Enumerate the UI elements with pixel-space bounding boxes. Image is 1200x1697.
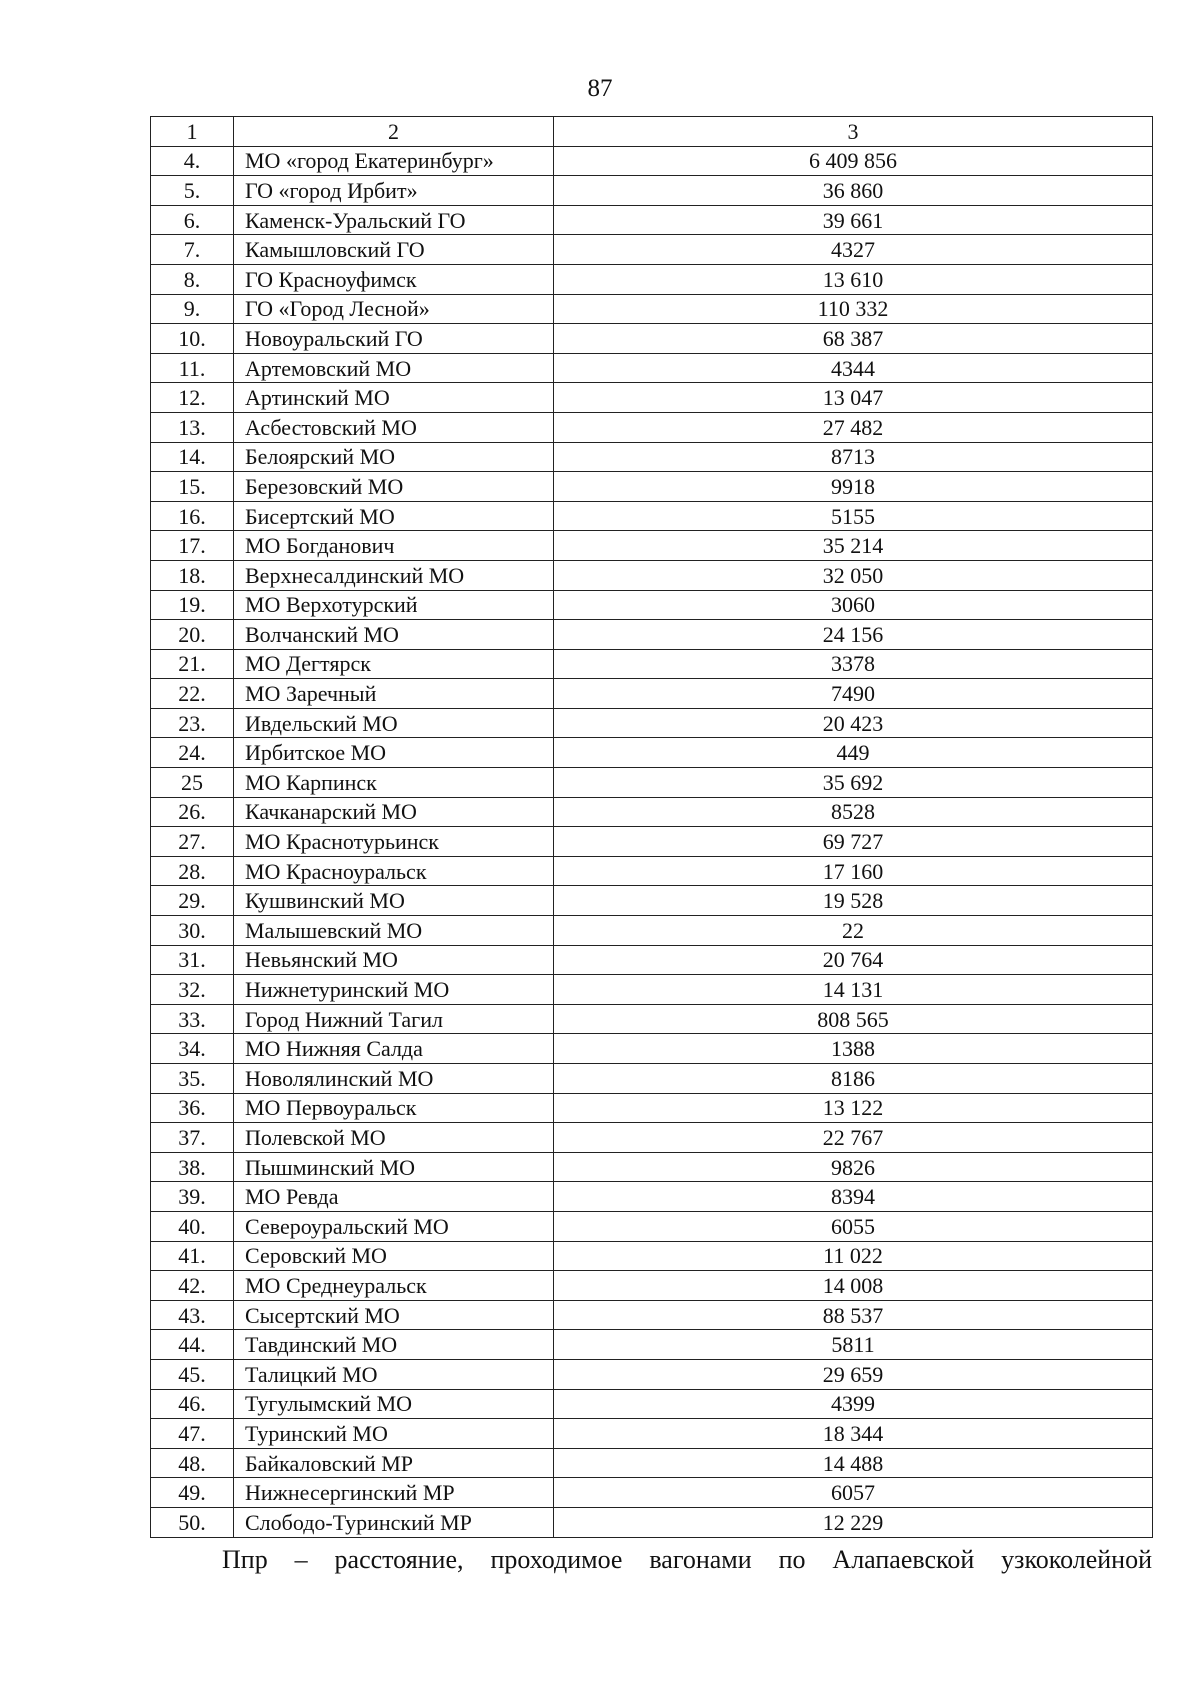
table-row: [151, 1064, 1153, 1094]
municipality-name-cell: Ивдельский МО: [234, 708, 554, 738]
value-cell: 12 229: [554, 1507, 1153, 1537]
municipality-name-cell: МО Первоуральск: [234, 1093, 554, 1123]
row-number-cell: 46.: [151, 1389, 234, 1419]
value-cell: 13 047: [554, 383, 1153, 413]
municipality-name-cell: МО Богданович: [234, 531, 554, 561]
table-row: [151, 1034, 1153, 1064]
table-row: [151, 1507, 1153, 1537]
row-number-cell: 11.: [151, 353, 234, 383]
value-cell: 32 050: [554, 560, 1153, 590]
municipality-name-cell: Верхнесалдинский МО: [234, 560, 554, 590]
municipality-name-cell: Качканарский МО: [234, 797, 554, 827]
row-number-cell: 36.: [151, 1093, 234, 1123]
municipality-name-cell: Бисертский МО: [234, 501, 554, 531]
row-number-cell: 44.: [151, 1330, 234, 1360]
value-cell: 3060: [554, 590, 1153, 620]
table-row: [151, 383, 1153, 413]
municipality-name-cell: Ирбитское МО: [234, 738, 554, 768]
row-number-cell: 6.: [151, 205, 234, 235]
table-row: [151, 412, 1153, 442]
municipality-name-cell: Новолялинский МО: [234, 1064, 554, 1094]
table-row: [151, 945, 1153, 975]
value-cell: 4344: [554, 353, 1153, 383]
row-number-cell: 20.: [151, 620, 234, 650]
value-cell: 9826: [554, 1152, 1153, 1182]
municipality-name-cell: Артемовский МО: [234, 353, 554, 383]
table-row: [151, 1004, 1153, 1034]
value-cell: 808 565: [554, 1004, 1153, 1034]
row-number-cell: 48.: [151, 1448, 234, 1478]
table-row: [151, 797, 1153, 827]
municipality-name-cell: Невьянский МО: [234, 945, 554, 975]
value-cell: 22 767: [554, 1123, 1153, 1153]
value-cell: 11 022: [554, 1241, 1153, 1271]
row-number-cell: 39.: [151, 1182, 234, 1212]
row-number-cell: 40.: [151, 1211, 234, 1241]
row-number-cell: 4.: [151, 146, 234, 176]
municipality-name-cell: Байкаловский МР: [234, 1448, 554, 1478]
header-cell-value: 3: [554, 117, 1153, 147]
municipality-name-cell: Слободо-Туринский МР: [234, 1507, 554, 1537]
table-row: [151, 738, 1153, 768]
municipality-name-cell: ГО «город Ирбит»: [234, 176, 554, 206]
municipality-name-cell: Артинский МО: [234, 383, 554, 413]
table-row: [151, 1478, 1153, 1508]
value-cell: 20 423: [554, 708, 1153, 738]
municipality-name-cell: Североуральский МО: [234, 1211, 554, 1241]
row-number-cell: 9.: [151, 294, 234, 324]
table-row: [151, 768, 1153, 798]
municipality-name-cell: ГО Красноуфимск: [234, 264, 554, 294]
municipality-name-cell: Белоярский МО: [234, 442, 554, 472]
row-number-cell: 29.: [151, 886, 234, 916]
table-row: [151, 235, 1153, 265]
row-number-cell: 18.: [151, 560, 234, 590]
value-cell: 36 860: [554, 176, 1153, 206]
row-number-cell: 35.: [151, 1064, 234, 1094]
value-cell: 3378: [554, 649, 1153, 679]
table-row: [151, 975, 1153, 1005]
value-cell: 110 332: [554, 294, 1153, 324]
table-row: [151, 501, 1153, 531]
row-number-cell: 10.: [151, 324, 234, 354]
row-number-cell: 47.: [151, 1419, 234, 1449]
value-cell: 1388: [554, 1034, 1153, 1064]
table-row: [151, 1152, 1153, 1182]
row-number-cell: 45.: [151, 1359, 234, 1389]
footer-paragraph: Ппр – расстояние, проходимое вагонами по Алапаевской узкоколейной: [222, 1545, 1152, 1574]
value-cell: 8528: [554, 797, 1153, 827]
row-number-cell: 24.: [151, 738, 234, 768]
value-cell: 5155: [554, 501, 1153, 531]
table-row: [151, 294, 1153, 324]
table-row: [151, 1389, 1153, 1419]
row-number-cell: 13.: [151, 412, 234, 442]
value-cell: 14 131: [554, 975, 1153, 1005]
table-row: [151, 1419, 1153, 1449]
municipality-name-cell: Талицкий МО: [234, 1359, 554, 1389]
row-number-cell: 14.: [151, 442, 234, 472]
municipality-name-cell: ГО «Город Лесной»: [234, 294, 554, 324]
value-cell: 9918: [554, 472, 1153, 502]
municipality-name-cell: МО Нижняя Салда: [234, 1034, 554, 1064]
value-cell: 22: [554, 916, 1153, 946]
table-row: [151, 1182, 1153, 1212]
municipality-name-cell: Серовский МО: [234, 1241, 554, 1271]
row-number-cell: 41.: [151, 1241, 234, 1271]
value-cell: 69 727: [554, 827, 1153, 857]
table-row: [151, 324, 1153, 354]
page-number: 87: [587, 75, 613, 102]
municipality-name-cell: Нижнетуринский МО: [234, 975, 554, 1005]
municipality-name-cell: МО Заречный: [234, 679, 554, 709]
value-cell: 4399: [554, 1389, 1153, 1419]
municipality-name-cell: МО Верхотурский: [234, 590, 554, 620]
value-cell: 88 537: [554, 1300, 1153, 1330]
row-number-cell: 37.: [151, 1123, 234, 1153]
municipality-name-cell: МО Карпинск: [234, 768, 554, 798]
table-row: [151, 679, 1153, 709]
municipality-name-cell: Каменск-Уральский ГО: [234, 205, 554, 235]
value-cell: 449: [554, 738, 1153, 768]
table-row: [151, 1211, 1153, 1241]
table-row: [151, 1448, 1153, 1478]
table-row: [151, 590, 1153, 620]
table-row: [151, 1271, 1153, 1301]
value-cell: 5811: [554, 1330, 1153, 1360]
municipality-name-cell: Пышминский МО: [234, 1152, 554, 1182]
value-cell: 8713: [554, 442, 1153, 472]
table-row: [151, 1241, 1153, 1271]
row-number-cell: 31.: [151, 945, 234, 975]
municipality-name-cell: МО Краснотурьинск: [234, 827, 554, 857]
row-number-cell: 16.: [151, 501, 234, 531]
row-number-cell: 33.: [151, 1004, 234, 1034]
value-cell: 14 488: [554, 1448, 1153, 1478]
value-cell: 35 692: [554, 768, 1153, 798]
value-cell: 8186: [554, 1064, 1153, 1094]
row-number-cell: 49.: [151, 1478, 234, 1508]
row-number-cell: 30.: [151, 916, 234, 946]
municipality-name-cell: Малышевский МО: [234, 916, 554, 946]
table-row: [151, 442, 1153, 472]
table-row: [151, 1093, 1153, 1123]
row-number-cell: 26.: [151, 797, 234, 827]
row-number-cell: 32.: [151, 975, 234, 1005]
municipality-name-cell: Туринский МО: [234, 1419, 554, 1449]
table-row: [151, 1359, 1153, 1389]
table-row: [151, 353, 1153, 383]
table-row: [151, 205, 1153, 235]
table-row: [151, 560, 1153, 590]
row-number-cell: 8.: [151, 264, 234, 294]
row-number-cell: 34.: [151, 1034, 234, 1064]
row-number-cell: 42.: [151, 1271, 234, 1301]
header-cell-number: 1: [151, 117, 234, 147]
row-number-cell: 28.: [151, 856, 234, 886]
municipality-name-cell: МО Дегтярск: [234, 649, 554, 679]
row-number-cell: 38.: [151, 1152, 234, 1182]
table-row: [151, 1300, 1153, 1330]
municipality-name-cell: Тавдинский МО: [234, 1330, 554, 1360]
value-cell: 19 528: [554, 886, 1153, 916]
value-cell: 24 156: [554, 620, 1153, 650]
value-cell: 4327: [554, 235, 1153, 265]
row-number-cell: 50.: [151, 1507, 234, 1537]
table-row: [151, 886, 1153, 916]
table-row: [151, 146, 1153, 176]
table-row: [151, 649, 1153, 679]
value-cell: 13 122: [554, 1093, 1153, 1123]
value-cell: 35 214: [554, 531, 1153, 561]
value-cell: 6 409 856: [554, 146, 1153, 176]
value-cell: 17 160: [554, 856, 1153, 886]
row-number-cell: 23.: [151, 708, 234, 738]
municipality-name-cell: Волчанский МО: [234, 620, 554, 650]
municipality-table: [150, 116, 1153, 1538]
table-row: [151, 708, 1153, 738]
row-number-cell: 27.: [151, 827, 234, 857]
value-cell: 6055: [554, 1211, 1153, 1241]
municipality-name-cell: Асбестовский МО: [234, 412, 554, 442]
value-cell: 14 008: [554, 1271, 1153, 1301]
municipality-name-cell: МО Ревда: [234, 1182, 554, 1212]
municipality-name-cell: Новоуральский ГО: [234, 324, 554, 354]
table-row: [151, 472, 1153, 502]
table-row: [151, 620, 1153, 650]
municipality-name-cell: МО Красноуральск: [234, 856, 554, 886]
table-row: [151, 1123, 1153, 1153]
municipality-name-cell: Полевской МО: [234, 1123, 554, 1153]
value-cell: 27 482: [554, 412, 1153, 442]
value-cell: 18 344: [554, 1419, 1153, 1449]
row-number-cell: 22.: [151, 679, 234, 709]
value-cell: 39 661: [554, 205, 1153, 235]
table-row: [151, 264, 1153, 294]
value-cell: 7490: [554, 679, 1153, 709]
row-number-cell: 5.: [151, 176, 234, 206]
value-cell: 13 610: [554, 264, 1153, 294]
municipality-name-cell: Нижнесергинский МР: [234, 1478, 554, 1508]
table-row: [151, 827, 1153, 857]
municipality-name-cell: МО «город Екатеринбург»: [234, 146, 554, 176]
table-body: [151, 117, 1153, 1538]
header-cell-name: 2: [234, 117, 554, 147]
value-cell: 6057: [554, 1478, 1153, 1508]
value-cell: 68 387: [554, 324, 1153, 354]
row-number-cell: 21.: [151, 649, 234, 679]
table-row: [151, 176, 1153, 206]
municipality-name-cell: Город Нижний Тагил: [234, 1004, 554, 1034]
table-row: [151, 1330, 1153, 1360]
table-header-row: [151, 117, 1153, 147]
municipality-name-cell: МО Среднеуральск: [234, 1271, 554, 1301]
value-cell: 29 659: [554, 1359, 1153, 1389]
row-number-cell: 15.: [151, 472, 234, 502]
row-number-cell: 43.: [151, 1300, 234, 1330]
row-number-cell: 12.: [151, 383, 234, 413]
table-row: [151, 531, 1153, 561]
row-number-cell: 17.: [151, 531, 234, 561]
municipality-name-cell: Тугулымский МО: [234, 1389, 554, 1419]
municipality-name-cell: Сысертский МО: [234, 1300, 554, 1330]
row-number-cell: 19.: [151, 590, 234, 620]
municipality-name-cell: Кушвинский МО: [234, 886, 554, 916]
value-cell: 20 764: [554, 945, 1153, 975]
municipality-name-cell: Березовский МО: [234, 472, 554, 502]
value-cell: 8394: [554, 1182, 1153, 1212]
row-number-cell: 25: [151, 768, 234, 798]
row-number-cell: 7.: [151, 235, 234, 265]
municipality-name-cell: Камышловский ГО: [234, 235, 554, 265]
table-row: [151, 916, 1153, 946]
table-row: [151, 856, 1153, 886]
